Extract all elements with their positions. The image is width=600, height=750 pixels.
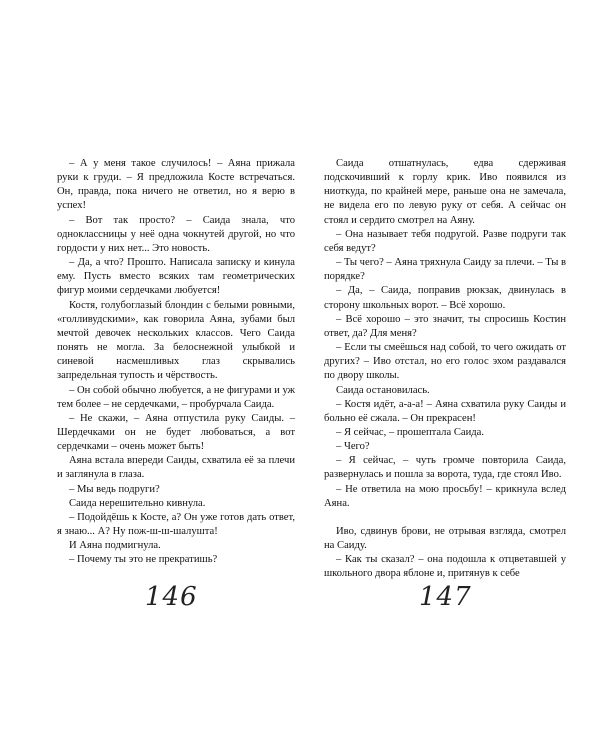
paragraph: – Костя идёт, а-а-а! – Аяна схватила руку Саиды и больно её сжала. – Он прекрасен! [324, 398, 566, 424]
paragraph: – Как ты сказал? – она подошла к отцветавшей у школьного двора яблоне и, притянув к себе [324, 554, 566, 580]
paragraph: Костя, голубоглазый блондин с белыми ровными, «голливудскими», как говорила Аяна, зубами был мечтой девочек нескольких классов. Чего Саида понять не могла. За белоснежной улыбкой и синевой насмешливых глаз скрывались запредельная тупость и чёрствость. [57, 299, 295, 382]
paragraph: – Всё хорошо – это значит, ты спросишь Костин ответ, да? Для меня? [324, 313, 566, 339]
left-page-text [57, 157, 295, 568]
paragraph: Иво, сдвинув брови, не отрывая взгляда, смотрел на Саиду. [324, 525, 566, 552]
paragraph: – Если ты смеёшься над собой, то чего ожидать от других? – Иво отстал, но его голос эхом раздавался по двору школы. [324, 342, 566, 382]
paragraph: Саида нерешительно кивнула. [69, 497, 206, 509]
paragraph: – Не скажи, – Аяна отпустила руку Саиды. – Шердечками он не будет любоваться, а вот сердечками – очень может быть! [57, 412, 295, 453]
paragraph: Саида отшатнулась, едва сдерживая подскочивший к горлу крик. Иво появился из ниоткуда, по крайней мере, раньше она не замечала, не видела его по левую руку от себя. А сейчас он стоял и сердито смотрел на Аяну. [324, 158, 566, 226]
paragraph: И Аяна подмигнула. [69, 540, 161, 552]
paragraph: – Чего? [336, 441, 370, 453]
paragraph: – Он собой обычно любуется, а не фигурами и уж тем более – не сердечками, – пробурчала Саида. [57, 384, 295, 410]
paragraph: Аяна встала впереди Саиды, схватила её за плечи и заглянула в глаза. [57, 455, 295, 481]
page-number-right: 147 [419, 582, 472, 612]
paragraph: – Не ответила на мою просьбу! – крикнула вслед Аяна. [324, 483, 566, 509]
paragraph: – Я сейчас, – чуть громче повторила Саида, развернулась и пошла за ворота, туда, где стоял Иво. [324, 455, 566, 481]
paragraph: – Она называет тебя подругой. Разве подруги так себя ведут? [324, 228, 566, 254]
paragraph: – Вот так просто? – Саида знала, что одноклассницы у неё одна чокнутей другой, но что гордости у них нет... Это новость. [57, 214, 295, 254]
paragraph: Саида остановилась. [336, 384, 430, 396]
paragraph: – А у меня такое случилось! – Аяна прижала руки к груди. – Я предложила Косте встречаться. Он, правда, пока ничего не ответил, но я верю в успех! [57, 158, 295, 212]
paragraph: – Мы ведь подруги? [69, 483, 160, 495]
right-page-text [324, 157, 566, 582]
paragraph: – Я сейчас, – прошептала Саида. [336, 426, 484, 438]
paragraph: – Подойдёшь к Косте, а? Он уже готов дать ответ, я знаю... А? Ну пож-ш-ш-шалушта! [57, 511, 295, 538]
paragraph: – Да, – Саида, поправив рюкзак, двинулась в сторону школьных ворот. – Всё хорошо. [324, 285, 566, 311]
paragraph: – Почему ты это не прекратишь? [69, 554, 218, 566]
page-number-left: 146 [145, 582, 198, 612]
paragraph: – Ты чего? – Аяна тряхнула Саиду за плечи. – Ты в порядке? [324, 257, 566, 283]
paragraph: – Да, а что? Прошто. Написала записку и кинула ему. Пусть вместо всяких там геометрических фигур моими сердечками любуется! [57, 257, 295, 297]
